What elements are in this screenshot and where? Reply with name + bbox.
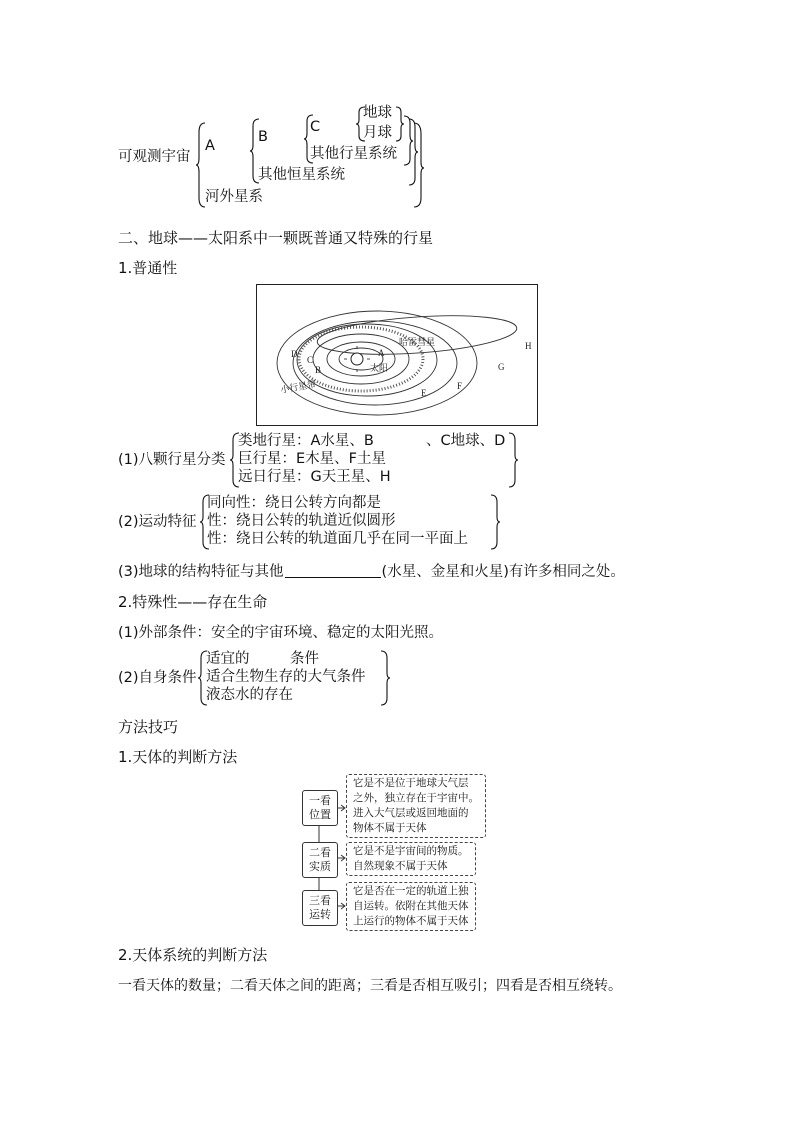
flow-step-2 — [302, 842, 338, 878]
structure-after: (水星、金星和火星)有许多相同之处。 — [381, 564, 625, 580]
flow-desc-3-line: 上运行的物体不属于天体 — [353, 915, 469, 927]
flow-step-3 — [302, 890, 338, 926]
brace-classification-close — [508, 432, 518, 488]
brace-closers — [394, 106, 428, 208]
flow-step-2-b: 实质 — [309, 860, 331, 873]
motion-label: (2)运动特征 — [118, 514, 197, 530]
tree-other-planet: 其他行星系统 — [310, 146, 397, 162]
flow-step-3-b: 运转 — [309, 908, 331, 921]
internal-water: 液态水的存在 — [206, 687, 293, 703]
tree-root: 可观测宇宙 — [118, 149, 191, 165]
section2-title: 二、地球——太阳系中一颗既普通又特殊的行星 — [118, 229, 434, 247]
flow-step-1-b: 位置 — [309, 808, 331, 821]
s1-title: 1.普通性 — [118, 259, 178, 277]
internal-label: (2)自身条件 — [118, 670, 197, 686]
planet-label-g: G — [498, 362, 505, 372]
sun-mark — [351, 353, 363, 365]
structure-blank[interactable] — [285, 563, 381, 578]
flow-step-3-a: 三看 — [309, 894, 331, 907]
solar-system-diagram — [256, 284, 538, 426]
tree-a: A — [205, 138, 215, 154]
flow-desc-1-line: 进入大气层或返回地面的 — [353, 807, 469, 819]
flow-desc-1-line: 物体不属于天体 — [353, 822, 427, 834]
tree-earth: 地球 — [363, 105, 392, 121]
flow-desc-2 — [346, 842, 476, 876]
motion-same-direction: 同向性：绕日公转方向都是 — [207, 495, 381, 511]
m2-title: 2.天体系统的判断方法 — [118, 946, 268, 964]
class-giant: 巨行星：E木星、F土星 — [238, 451, 387, 467]
comet-label: 哈雷彗星 — [399, 337, 436, 347]
methods-title: 方法技巧 — [118, 718, 179, 736]
m1-title: 1.天体的判断方法 — [118, 748, 238, 766]
m2-text: 一看天体的数量；二看天体之间的距离；三看是否相互吸引；四看是否相互绕转。 — [118, 978, 622, 994]
planet-label-f: F — [457, 381, 463, 391]
motion-circular: 性：绕日公转的轨道近似圆形 — [207, 513, 396, 529]
external-conditions: (1)外部条件：安全的宇宙环境、稳定的太阳光照。 — [118, 625, 444, 641]
flow-step-2-a: 二看 — [309, 846, 331, 859]
planet-label-b: B — [315, 365, 322, 375]
flow-step-1-a: 一看 — [309, 794, 331, 807]
internal-atmosphere: 适合生物生存的大气条件 — [206, 669, 366, 685]
flow-desc-1-line: 它是不是位于地球大气层 — [353, 777, 469, 789]
planet-label-d: D — [291, 349, 298, 359]
brace-motion-close — [490, 494, 500, 550]
structure-before: (3)地球的结构特征与其他 — [118, 564, 284, 580]
planet-label-c: C — [307, 355, 314, 365]
tree-c: C — [310, 119, 321, 135]
solar-system-svg — [257, 285, 537, 425]
planet-label-a: A — [378, 348, 385, 358]
flow-step-1 — [302, 790, 338, 826]
tree-other-stellar: 其他恒星系统 — [258, 167, 345, 183]
tree-moon: 月球 — [363, 125, 392, 141]
flow-desc-3 — [346, 882, 476, 931]
internal-temp-a: 适宜的 — [206, 651, 250, 667]
tree-b: B — [258, 129, 268, 145]
planet-label-h: H — [525, 341, 532, 351]
brace-internal-close — [380, 650, 390, 706]
flow-desc-1-line: 之外，独立存在于宇宙中。 — [353, 792, 479, 804]
flow-desc-2-line: 自然现象不属于天体 — [353, 860, 448, 872]
s2-title: 2.特殊性——存在生命 — [118, 593, 268, 611]
flow-desc-1 — [346, 774, 486, 838]
flow-desc-3-line: 自运转。依附在其他天体 — [353, 900, 469, 912]
internal-temp-b: 条件 — [290, 651, 319, 667]
class-ice: 远日行星：G天王星、H — [238, 469, 391, 485]
structure-line — [118, 563, 625, 581]
motion-coplanar: 性：绕日公转的轨道面几乎在同一平面上 — [207, 531, 468, 547]
planet-label-e: E — [421, 388, 427, 398]
tree-extragalactic: 河外星系 — [205, 189, 263, 205]
flow-desc-2-line: 它是不是宇宙间的物质。 — [353, 845, 469, 857]
belt-label: 小行星带 — [279, 378, 317, 395]
classification-label: (1)八颗行星分类 — [118, 452, 226, 468]
class-terrestrial-rest: 、C地球、D — [426, 433, 506, 449]
flow-desc-3-line: 它是否在一定的轨道上独 — [353, 885, 469, 897]
class-terrestrial: 类地行星：A水星、B — [238, 433, 374, 449]
sun-label: 太阳 — [370, 363, 389, 373]
